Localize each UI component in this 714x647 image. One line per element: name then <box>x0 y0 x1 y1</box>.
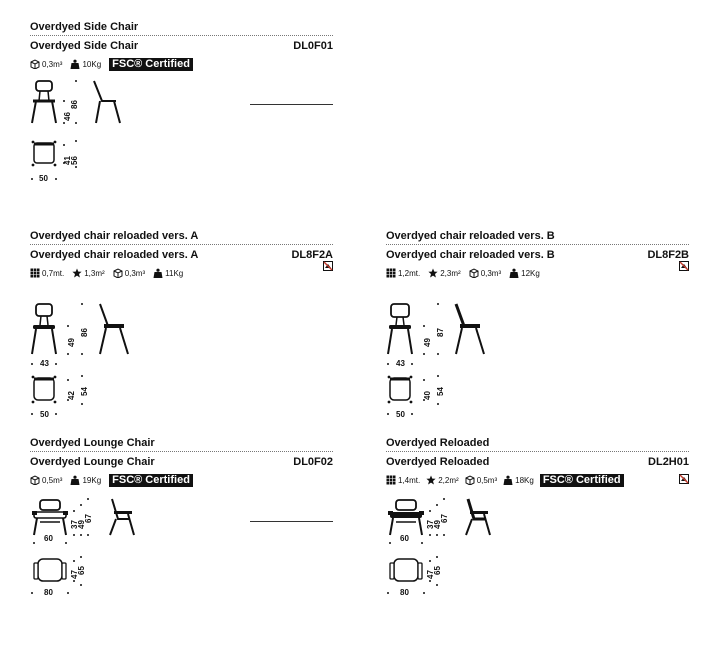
fsc-badge: FSC® Certified <box>109 474 193 487</box>
fsc-badge: FSC® Certified <box>540 474 624 487</box>
product-block-reloaded-a <box>30 230 333 419</box>
section-title: Overdyed Lounge Chair <box>30 437 333 452</box>
dim-seat-height: 49 <box>433 520 442 529</box>
box-volume-icon <box>30 475 40 485</box>
spec-volume: 0,5m³ <box>30 475 62 485</box>
dim-seat-height: 49 <box>423 338 432 347</box>
chair-drawing-side-chair <box>30 79 130 189</box>
spec-volume: 0,3m³ <box>113 268 145 278</box>
dim-total-height: 86 <box>70 100 79 109</box>
box-volume-icon <box>469 268 479 278</box>
spec-leather: 1,3m² <box>72 268 104 278</box>
product-row <box>30 248 333 262</box>
spec-weight: 10Kg <box>70 59 101 69</box>
no-print-icon <box>679 474 689 484</box>
box-volume-icon <box>113 268 123 278</box>
spec-volume: 0,5m³ <box>465 475 497 485</box>
leather-icon <box>426 475 436 485</box>
dim-total-height: 86 <box>80 328 89 337</box>
spec-weight: 12Kg <box>509 268 540 278</box>
spec-fabric: 1,2mt. <box>386 268 420 278</box>
product-row <box>30 39 333 53</box>
product-name: Overdyed Reloaded <box>386 456 490 468</box>
dim-seat-height: 46 <box>63 112 72 121</box>
spec-row <box>386 473 689 487</box>
dim-bottom-width: 80 <box>44 588 53 597</box>
spec-row <box>386 266 689 280</box>
product-code: DL0F01 <box>293 40 333 52</box>
product-row <box>386 455 689 469</box>
chair-drawing-lounge-chair <box>30 497 140 602</box>
product-block-side-chair <box>30 21 333 183</box>
product-block-lounge-chair <box>30 437 333 597</box>
dim-width: 50 <box>40 410 49 419</box>
spec-weight: 18Kg <box>503 475 534 485</box>
dim-width: 50 <box>39 174 48 183</box>
product-name: Overdyed chair reloaded vers. B <box>386 249 555 261</box>
spec-weight: 11Kg <box>153 268 183 278</box>
box-volume-icon <box>30 59 40 69</box>
dim-depth-b: 65 <box>77 566 86 575</box>
fabric-icon <box>386 268 396 278</box>
dim-total-height: 87 <box>436 328 445 337</box>
spec-fabric: 0,7mt. <box>30 268 64 278</box>
product-block-overdyed-reloaded <box>386 437 689 597</box>
dim-total-height: 67 <box>440 514 449 523</box>
dim-depth-a: 40 <box>423 391 432 400</box>
dim-width: 60 <box>44 534 53 543</box>
fabric-icon <box>30 268 40 278</box>
dim-seat-height: 49 <box>67 338 76 347</box>
section-title: Overdyed chair reloaded vers. B <box>386 230 689 245</box>
section-title: Overdyed Side Chair <box>30 21 333 36</box>
no-print-icon <box>323 261 333 271</box>
leather-icon <box>72 268 82 278</box>
dim-depth-a: 47 <box>426 570 435 579</box>
spec-row <box>30 57 333 71</box>
weight-icon <box>153 268 163 278</box>
spec-weight: 19Kg <box>70 475 101 485</box>
no-print-icon <box>679 261 689 271</box>
weight-icon <box>70 475 80 485</box>
product-row <box>30 455 333 469</box>
dim-depth-b: 54 <box>80 387 89 396</box>
dim-width: 60 <box>400 534 409 543</box>
section-title: Overdyed Reloaded <box>386 437 689 452</box>
product-name: Overdyed chair reloaded vers. A <box>30 249 199 261</box>
spec-leather: 2,2m² <box>426 475 458 485</box>
spec-volume: 0,3m³ <box>469 268 501 278</box>
section-title: Overdyed chair reloaded vers. A <box>30 230 333 245</box>
product-name: Overdyed Lounge Chair <box>30 456 155 468</box>
weight-icon <box>503 475 513 485</box>
spec-volume: 0,3m³ <box>30 59 62 69</box>
chair-drawing-overdyed-reloaded <box>386 497 496 602</box>
product-name: Overdyed Side Chair <box>30 40 139 52</box>
dim-depth-b: 65 <box>433 566 442 575</box>
divider-line <box>250 104 333 105</box>
dim-seat-height: 49 <box>77 520 86 529</box>
product-code: DL0F02 <box>293 456 333 468</box>
spec-row <box>30 266 333 280</box>
spec-leather: 2,3m² <box>428 268 460 278</box>
product-code: DL8F2B <box>647 249 689 261</box>
dim-arm-height: 37 <box>426 520 435 529</box>
product-block-reloaded-b <box>386 230 689 419</box>
product-code: DL2H01 <box>648 456 689 468</box>
weight-icon <box>70 59 80 69</box>
fsc-badge: FSC® Certified <box>109 58 193 71</box>
spec-row <box>30 473 333 487</box>
dim-depth-b: 56 <box>70 156 79 165</box>
dim-depth-a: 41 <box>63 156 72 165</box>
dim-width: 50 <box>396 410 405 419</box>
dim-total-height: 67 <box>84 514 93 523</box>
dim-bottom-width: 80 <box>400 588 409 597</box>
weight-icon <box>509 268 519 278</box>
product-row <box>386 248 689 262</box>
dim-depth-a: 47 <box>70 570 79 579</box>
leather-icon <box>428 268 438 278</box>
box-volume-icon <box>465 475 475 485</box>
dim-depth-b: 54 <box>436 387 445 396</box>
spec-fabric: 1,4mt. <box>386 475 420 485</box>
product-code: DL8F2A <box>291 249 333 261</box>
divider-line <box>250 521 333 522</box>
fabric-icon <box>386 475 396 485</box>
dim-depth-a: 42 <box>67 391 76 400</box>
dim-arm-height: 37 <box>70 520 79 529</box>
dim-front-width: 43 <box>396 359 405 368</box>
dim-front-width: 43 <box>40 359 49 368</box>
